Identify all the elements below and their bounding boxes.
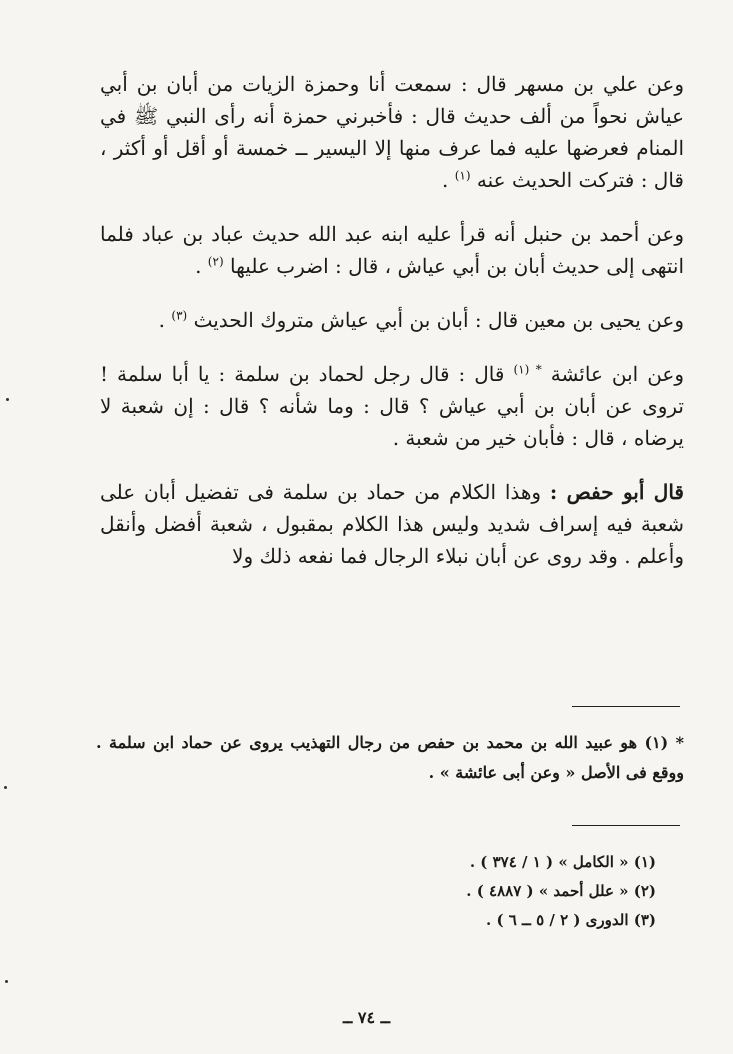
paragraph-text: وعن علي بن مسهر قال : سمعت أنا وحمزة الزيات من أبان بن أبي عياش نحواً من ألف حديث قال : فأخبرني حمزة أنه رأى النبي ﷺ في المنام فعرضها عليه فما عرف منها إلا اليسير ــ خمسة أو أقل أو أكثر ، قال : فتركت الحديث عنه — [100, 72, 684, 192]
paragraph-2 — [100, 218, 684, 282]
paragraph-text: وعن أحمد بن حنبل أنه قرأ عليه ابنه عبد الله حديث عباد بن عباد فلما انتهى إلى حديث أبان بن أبي عياش ، قال : اضرب عليها — [100, 222, 684, 278]
footnote-ref: (١) — [454, 168, 471, 183]
paragraph-text: وهذا الكلام من حماد بن سلمة فى تفضيل أبان على شعبة فيه إسراف شديد وليس هذا الكلام بمقبول ، شعبة أفضل وأنقل وأعلم . وقد روى عن أبان نبلاء الرجال فما نفعه ذلك ولا — [100, 480, 684, 568]
paragraph-4 — [100, 358, 684, 454]
paragraph-lead: قال أبو حفص : — [549, 480, 684, 504]
page-number: ــ ٧٤ ــ — [342, 1008, 391, 1027]
paragraph-end: . — [441, 168, 455, 192]
scan-speck — [4, 786, 7, 789]
footnote-ref: * (١) — [513, 362, 542, 377]
footnote-2: (٢) « علل أحمد » ( ٤٨٨٧ ) . — [466, 882, 656, 900]
footnote-ref: (٣) — [171, 308, 188, 323]
footnotes — [96, 848, 656, 935]
editor-note: * (١) هو عبيد الله بن محمد بن حفص من رجال التهذيب يروى عن حماد ابن سلمة . ووقع فى الأصل « وعن أبى عائشة » . — [96, 733, 685, 782]
paragraph-end: قال : قال رجل لحماد بن سلمة : يا أبا سلمة ! تروى عن أبان بن أبي عياش ؟ قال : وما شأنه ؟ قال : إن شعبة لا يرضاه ، قال : فأبان خير من شعبة . — [100, 362, 684, 450]
scan-speck — [5, 980, 8, 983]
paragraph-5 — [100, 476, 684, 572]
paragraph-end: . — [158, 308, 172, 332]
footnote-1: (١) « الكامل » ( ١ / ٣٧٤ ) . — [469, 853, 656, 871]
footnote-divider — [572, 825, 680, 826]
main-text — [100, 68, 684, 594]
note-divider — [572, 706, 680, 707]
paragraph-1 — [100, 68, 684, 196]
footnote-3: (٣) الدورى ( ٢ / ٥ ــ ٦ ) . — [486, 911, 656, 929]
paragraph-3 — [100, 304, 684, 336]
footnote-ref: (٢) — [207, 254, 224, 269]
paragraph-text: وعن يحيى بن معين قال : أبان بن أبي عياش متروك الحديث — [193, 308, 684, 332]
paragraph-text: وعن ابن عائشة — [550, 362, 685, 386]
paragraph-end: . — [195, 254, 208, 278]
scan-speck — [6, 398, 9, 401]
